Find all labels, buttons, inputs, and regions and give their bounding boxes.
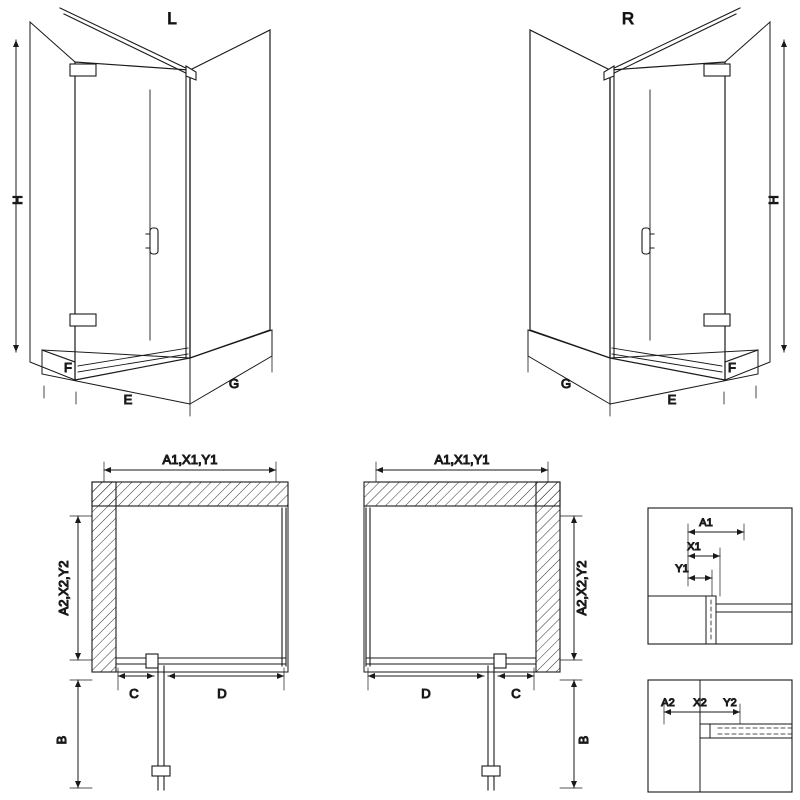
iso-left-handing-label: L bbox=[167, 9, 177, 28]
detail-top-label-y1: Y1 bbox=[675, 563, 689, 575]
plan-view-left bbox=[70, 462, 288, 790]
plan-right-dim-b: B bbox=[576, 735, 591, 745]
iso-view-right bbox=[528, 8, 784, 416]
plan-right-top-label: A1,X1,Y1 bbox=[434, 452, 490, 467]
iso-right-dim-e: E bbox=[667, 392, 677, 407]
detail-top-label-x1: X1 bbox=[687, 541, 701, 553]
plan-left-dim-b: B bbox=[54, 735, 69, 745]
detail-bottom-label-a2: A2 bbox=[661, 697, 675, 709]
iso-right-handing-label: R bbox=[621, 9, 635, 28]
plan-right-dim-c: C bbox=[511, 686, 521, 701]
plan-view-right bbox=[364, 462, 582, 790]
plan-right-side-label: A2,X2,Y2 bbox=[574, 560, 589, 616]
plan-right-dim-d: D bbox=[421, 686, 431, 701]
detail-bottom-label-y2: Y2 bbox=[723, 697, 737, 709]
detail-top-label-a1: A1 bbox=[699, 517, 713, 529]
iso-left-dim-f: F bbox=[64, 360, 72, 375]
detail-bottom-label-x2: X2 bbox=[693, 697, 707, 709]
iso-left-dim-e: E bbox=[123, 392, 133, 407]
iso-left-dim-g: G bbox=[228, 376, 240, 391]
iso-right-dim-f: F bbox=[728, 360, 736, 375]
iso-view-left bbox=[16, 8, 272, 416]
iso-right-dim-g: G bbox=[560, 376, 572, 391]
iso-right-dim-h: H bbox=[766, 195, 781, 205]
plan-left-dim-c: C bbox=[129, 686, 139, 701]
plan-left-side-label: A2,X2,Y2 bbox=[56, 560, 71, 616]
detail-view-top bbox=[648, 508, 792, 644]
plan-left-top-label: A1,X1,Y1 bbox=[162, 452, 218, 467]
plan-left-dim-d: D bbox=[217, 686, 227, 701]
iso-left-dim-h: H bbox=[10, 195, 25, 205]
